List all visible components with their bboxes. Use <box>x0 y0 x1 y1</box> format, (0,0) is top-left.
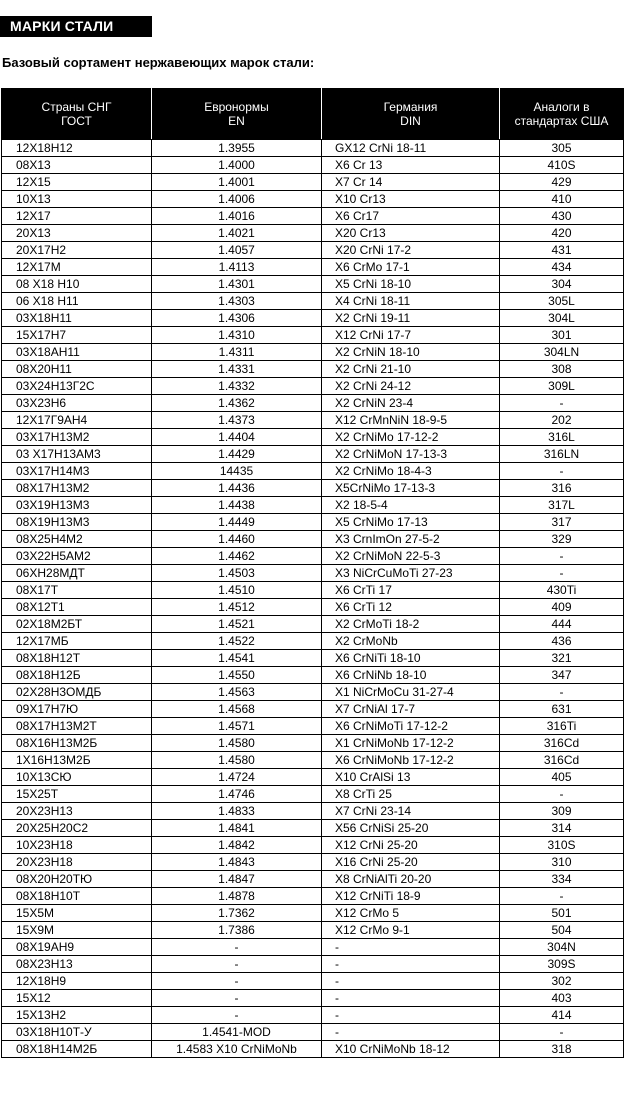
cell-usa: - <box>500 395 624 412</box>
table-row <box>2 565 624 582</box>
cell-din: - <box>322 956 500 973</box>
table-row <box>2 429 624 446</box>
cell-usa: 317 <box>500 514 624 531</box>
cell-gost: 08Х12Т1 <box>2 599 152 616</box>
cell-din: X12 CrNiTi 18-9 <box>322 888 500 905</box>
cell-gost: 12Х18Н12 <box>2 140 152 157</box>
table-row <box>2 616 624 633</box>
table-row <box>2 446 624 463</box>
cell-usa: 301 <box>500 327 624 344</box>
cell-gost: 12Х17Г9АН4 <box>2 412 152 429</box>
cell-gost: 10Х13 <box>2 191 152 208</box>
table-row <box>2 463 624 480</box>
cell-en: 1.4462 <box>152 548 322 565</box>
cell-en: 1.4512 <box>152 599 322 616</box>
cell-din: - <box>322 990 500 1007</box>
cell-usa: 504 <box>500 922 624 939</box>
cell-en: - <box>152 956 322 973</box>
table-row <box>2 259 624 276</box>
table-row <box>2 480 624 497</box>
cell-din: X4 CrNi 18-11 <box>322 293 500 310</box>
cell-din: X3 NiCrCuMoTi 27-23 <box>322 565 500 582</box>
cell-gost: 08Х18Н14М2Б <box>2 1041 152 1058</box>
cell-gost: 08Х20Н20ТЮ <box>2 871 152 888</box>
table-row <box>2 667 624 684</box>
cell-en: 1.7386 <box>152 922 322 939</box>
cell-din: X6 CrNiNb 18-10 <box>322 667 500 684</box>
cell-gost: 03Х22Н5АМ2 <box>2 548 152 565</box>
table-row <box>2 633 624 650</box>
cell-din: X1 CrNiMoNb 17-12-2 <box>322 735 500 752</box>
cell-gost: 12Х15 <box>2 174 152 191</box>
cell-en: 1.4847 <box>152 871 322 888</box>
cell-usa: 310 <box>500 854 624 871</box>
table-row <box>2 701 624 718</box>
table-row <box>2 752 624 769</box>
cell-usa: 430Ti <box>500 582 624 599</box>
cell-gost: 08Х16Н13М2Б <box>2 735 152 752</box>
cell-din: - <box>322 973 500 990</box>
cell-usa: 305L <box>500 293 624 310</box>
table-row <box>2 956 624 973</box>
table-row <box>2 769 624 786</box>
cell-en: 1.4550 <box>152 667 322 684</box>
cell-gost: 06 Х18 Н11 <box>2 293 152 310</box>
cell-gost: 12Х17МБ <box>2 633 152 650</box>
cell-din: X56 CrNiSi 25-20 <box>322 820 500 837</box>
cell-usa: 309L <box>500 378 624 395</box>
cell-gost: 10Х13СЮ <box>2 769 152 786</box>
cell-en: 1.4841 <box>152 820 322 837</box>
cell-en: 1.4021 <box>152 225 322 242</box>
cell-gost: 03Х23Н6 <box>2 395 152 412</box>
cell-usa: 309 <box>500 803 624 820</box>
steel-grades-table <box>1 88 624 1058</box>
cell-en: 1.4724 <box>152 769 322 786</box>
table-row <box>2 973 624 990</box>
cell-usa: - <box>500 548 624 565</box>
table-row <box>2 582 624 599</box>
cell-gost: 20Х25Н20С2 <box>2 820 152 837</box>
table-row <box>2 344 624 361</box>
cell-usa: 316Cd <box>500 735 624 752</box>
cell-en: 1.4833 <box>152 803 322 820</box>
cell-din: X5CrNiMo 17-13-3 <box>322 480 500 497</box>
cell-din: X7 Cr 14 <box>322 174 500 191</box>
table-row <box>2 378 624 395</box>
cell-en: - <box>152 973 322 990</box>
cell-gost: 08Х18Н10Т <box>2 888 152 905</box>
cell-gost: 09Х17Н7Ю <box>2 701 152 718</box>
cell-gost: 02Х28Н3ОМДБ <box>2 684 152 701</box>
header-gost-line1: Страны СНГ <box>41 100 112 114</box>
cell-din: X1 NiCrMoCu 31-27-4 <box>322 684 500 701</box>
cell-usa: - <box>500 888 624 905</box>
cell-din: X6 CrNiMoNb 17-12-2 <box>322 752 500 769</box>
cell-en: 1.4436 <box>152 480 322 497</box>
cell-en: 1.4510 <box>152 582 322 599</box>
cell-usa: 414 <box>500 1007 624 1024</box>
cell-gost: 08Х23Н13 <box>2 956 152 973</box>
cell-usa: 436 <box>500 633 624 650</box>
table-row <box>2 820 624 837</box>
cell-en: 1.4460 <box>152 531 322 548</box>
cell-usa: 403 <box>500 990 624 1007</box>
header-din <box>322 89 500 140</box>
cell-usa: 430 <box>500 208 624 225</box>
cell-din: X12 CrNi 25-20 <box>322 837 500 854</box>
cell-gost: 20Х23Н18 <box>2 854 152 871</box>
cell-din: GX12 CrNi 18-11 <box>322 140 500 157</box>
cell-din: X7 CrNi 23-14 <box>322 803 500 820</box>
cell-usa: 444 <box>500 616 624 633</box>
table-row <box>2 412 624 429</box>
cell-gost: 08Х25Н4М2 <box>2 531 152 548</box>
cell-din: X8 CrTi 25 <box>322 786 500 803</box>
table-row <box>2 514 624 531</box>
cell-usa: 410 <box>500 191 624 208</box>
table-row <box>2 327 624 344</box>
cell-en: 1.4006 <box>152 191 322 208</box>
table-row <box>2 531 624 548</box>
cell-gost: 1Х16Н13М2Б <box>2 752 152 769</box>
cell-gost: 06ХН28МДТ <box>2 565 152 582</box>
cell-en: 1.7362 <box>152 905 322 922</box>
cell-en: 1.4016 <box>152 208 322 225</box>
cell-din: X7 CrNiAl 17-7 <box>322 701 500 718</box>
cell-en: 1.4429 <box>152 446 322 463</box>
cell-gost: 08Х19Н13М3 <box>2 514 152 531</box>
page-subtitle: Базовый сортамент нержавеющих марок стали: <box>2 55 315 70</box>
cell-usa: 317L <box>500 497 624 514</box>
cell-gost: 08Х17Т <box>2 582 152 599</box>
cell-usa: 314 <box>500 820 624 837</box>
table-row <box>2 939 624 956</box>
cell-gost: 08Х13 <box>2 157 152 174</box>
cell-usa: 431 <box>500 242 624 259</box>
cell-din: X10 Cr13 <box>322 191 500 208</box>
cell-din: X2 CrNi 21-10 <box>322 361 500 378</box>
table-row <box>2 871 624 888</box>
cell-en: - <box>152 939 322 956</box>
table-row <box>2 242 624 259</box>
cell-en: 1.4362 <box>152 395 322 412</box>
header-en-line1: Евронормы <box>204 100 269 114</box>
cell-gost: 03Х17Н13М2 <box>2 429 152 446</box>
cell-en: 1.4113 <box>152 259 322 276</box>
cell-gost: 12Х17М <box>2 259 152 276</box>
page-title: МАРКИ СТАЛИ <box>0 16 152 37</box>
cell-usa: - <box>500 565 624 582</box>
cell-gost: 08Х20Н11 <box>2 361 152 378</box>
cell-din: X2 CrNiMo 18-4-3 <box>322 463 500 480</box>
table-row <box>2 888 624 905</box>
cell-usa: 305 <box>500 140 624 157</box>
cell-en: 1.4843 <box>152 854 322 871</box>
cell-usa: - <box>500 684 624 701</box>
cell-usa: 308 <box>500 361 624 378</box>
header-gost-line2: ГОСТ <box>61 114 92 128</box>
cell-usa: 318 <box>500 1041 624 1058</box>
cell-en: 1.4404 <box>152 429 322 446</box>
cell-en: 1.4438 <box>152 497 322 514</box>
cell-din: X6 CrTi 12 <box>322 599 500 616</box>
table-row <box>2 157 624 174</box>
cell-din: X6 CrNiTi 18-10 <box>322 650 500 667</box>
cell-din: - <box>322 939 500 956</box>
table-row <box>2 191 624 208</box>
table-row <box>2 208 624 225</box>
cell-din: X12 CrMnNiN 18-9-5 <box>322 412 500 429</box>
cell-en: 1.4503 <box>152 565 322 582</box>
cell-en: - <box>152 1007 322 1024</box>
cell-usa: 304 <box>500 276 624 293</box>
cell-en: 1.4057 <box>152 242 322 259</box>
cell-usa: 302 <box>500 973 624 990</box>
cell-usa: - <box>500 463 624 480</box>
cell-din: X12 CrNi 17-7 <box>322 327 500 344</box>
header-en-line2: EN <box>228 114 245 128</box>
cell-gost: 08Х18Н12Б <box>2 667 152 684</box>
cell-en: 1.4568 <box>152 701 322 718</box>
cell-gost: 15Х25Т <box>2 786 152 803</box>
cell-din: X2 CrMoNb <box>322 633 500 650</box>
cell-en: 1.4878 <box>152 888 322 905</box>
cell-usa: 334 <box>500 871 624 888</box>
cell-usa: 405 <box>500 769 624 786</box>
cell-en: 1.3955 <box>152 140 322 157</box>
cell-en: 1.4000 <box>152 157 322 174</box>
cell-usa: 321 <box>500 650 624 667</box>
cell-en: 1.4303 <box>152 293 322 310</box>
table-row <box>2 735 624 752</box>
cell-gost: 08Х19АН9 <box>2 939 152 956</box>
cell-usa: 631 <box>500 701 624 718</box>
cell-en: 1.4449 <box>152 514 322 531</box>
cell-en: 1.4331 <box>152 361 322 378</box>
cell-usa: 304N <box>500 939 624 956</box>
cell-gost: 03Х19Н13М3 <box>2 497 152 514</box>
cell-usa: 347 <box>500 667 624 684</box>
cell-usa: - <box>500 786 624 803</box>
cell-gost: 20Х17Н2 <box>2 242 152 259</box>
table-body <box>2 140 624 1058</box>
table-row <box>2 225 624 242</box>
cell-en: 1.4583 X10 CrNiMoNb <box>152 1041 322 1058</box>
cell-din: X6 CrNiMoTi 17-12-2 <box>322 718 500 735</box>
header-row <box>2 89 624 140</box>
cell-gost: 15Х13Н2 <box>2 1007 152 1024</box>
cell-en: 1.4541-MOD <box>152 1024 322 1041</box>
cell-usa: 409 <box>500 599 624 616</box>
cell-din: - <box>322 1024 500 1041</box>
cell-usa: 202 <box>500 412 624 429</box>
table-row <box>2 293 624 310</box>
table-row <box>2 599 624 616</box>
cell-usa: - <box>500 1024 624 1041</box>
cell-usa: 310S <box>500 837 624 854</box>
header-usa-line2: стандартах США <box>514 114 609 128</box>
table-row <box>2 650 624 667</box>
cell-din: X6 Cr 13 <box>322 157 500 174</box>
cell-en: 1.4521 <box>152 616 322 633</box>
cell-din: X8 CrNiAlTi 20-20 <box>322 871 500 888</box>
table-row <box>2 922 624 939</box>
cell-din: X2 CrMoTi 18-2 <box>322 616 500 633</box>
table-row <box>2 1041 624 1058</box>
table-row <box>2 803 624 820</box>
table-row <box>2 1024 624 1041</box>
cell-en: 1.4563 <box>152 684 322 701</box>
cell-gost: 03Х18Н11 <box>2 310 152 327</box>
cell-din: X12 CrMo 5 <box>322 905 500 922</box>
table-row <box>2 174 624 191</box>
cell-din: X6 CrMo 17-1 <box>322 259 500 276</box>
cell-gost: 15Х9М <box>2 922 152 939</box>
table-row <box>2 310 624 327</box>
table-row <box>2 718 624 735</box>
cell-en: 1.4306 <box>152 310 322 327</box>
table-row <box>2 786 624 803</box>
cell-usa: 316LN <box>500 446 624 463</box>
cell-gost: 15Х5М <box>2 905 152 922</box>
header-usa-line1: Аналоги в <box>533 100 590 114</box>
cell-din: X10 CrAlSi 13 <box>322 769 500 786</box>
cell-usa: 304L <box>500 310 624 327</box>
header-en <box>152 89 322 140</box>
cell-en: 1.4541 <box>152 650 322 667</box>
table-row <box>2 905 624 922</box>
cell-en: - <box>152 990 322 1007</box>
cell-en: 1.4580 <box>152 752 322 769</box>
table-row <box>2 497 624 514</box>
cell-gost: 03Х18Н10Т-У <box>2 1024 152 1041</box>
cell-gost: 08Х17Н13М2Т <box>2 718 152 735</box>
cell-din: X5 CrNiMo 17-13 <box>322 514 500 531</box>
cell-gost: 03 Х17Н13АМ3 <box>2 446 152 463</box>
cell-din: X20 Cr13 <box>322 225 500 242</box>
cell-usa: 309S <box>500 956 624 973</box>
cell-en: 1.4310 <box>152 327 322 344</box>
cell-en: 1.4001 <box>152 174 322 191</box>
table-row <box>2 990 624 1007</box>
cell-din: X2 CrNiMoN 22-5-3 <box>322 548 500 565</box>
cell-en: 1.4311 <box>152 344 322 361</box>
cell-en: 1.4842 <box>152 837 322 854</box>
cell-gost: 10Х23Н18 <box>2 837 152 854</box>
cell-gost: 20Х13 <box>2 225 152 242</box>
header-din-line1: Германия <box>383 100 438 114</box>
table-row <box>2 837 624 854</box>
cell-usa: 410S <box>500 157 624 174</box>
cell-usa: 501 <box>500 905 624 922</box>
cell-din: X2 CrNiMoN 17-13-3 <box>322 446 500 463</box>
cell-gost: 03Х24Н13Г2С <box>2 378 152 395</box>
cell-gost: 03Х17Н14М3 <box>2 463 152 480</box>
cell-din: X2 CrNiN 18-10 <box>322 344 500 361</box>
cell-en: 1.4373 <box>152 412 322 429</box>
cell-usa: 316 <box>500 480 624 497</box>
cell-din: X6 CrTi 17 <box>322 582 500 599</box>
cell-din: X12 CrMo 9-1 <box>322 922 500 939</box>
cell-usa: 434 <box>500 259 624 276</box>
cell-gost: 12Х18Н9 <box>2 973 152 990</box>
cell-din: X10 CrNiMoNb 18-12 <box>322 1041 500 1058</box>
cell-gost: 15Х17Н7 <box>2 327 152 344</box>
cell-usa: 420 <box>500 225 624 242</box>
header-din-line2: DIN <box>400 114 421 128</box>
cell-din: X5 CrNi 18-10 <box>322 276 500 293</box>
table-row <box>2 684 624 701</box>
cell-usa: 329 <box>500 531 624 548</box>
table-row <box>2 140 624 157</box>
cell-din: X3 CrnImOn 27-5-2 <box>322 531 500 548</box>
cell-din: X2 18-5-4 <box>322 497 500 514</box>
cell-din: X6 Cr17 <box>322 208 500 225</box>
cell-gost: 08 Х18 Н10 <box>2 276 152 293</box>
cell-din: X16 CrNi 25-20 <box>322 854 500 871</box>
table-row <box>2 548 624 565</box>
header-gost <box>2 89 152 140</box>
cell-usa: 429 <box>500 174 624 191</box>
cell-din: X2 CrNi 24-12 <box>322 378 500 395</box>
cell-en: 1.4301 <box>152 276 322 293</box>
cell-usa: 316Cd <box>500 752 624 769</box>
cell-en: 1.4746 <box>152 786 322 803</box>
cell-en: 1.4580 <box>152 735 322 752</box>
cell-din: X20 CrNi 17-2 <box>322 242 500 259</box>
cell-gost: 02Х18М2БТ <box>2 616 152 633</box>
table-row <box>2 395 624 412</box>
table-row <box>2 854 624 871</box>
cell-din: - <box>322 1007 500 1024</box>
cell-en: 1.4522 <box>152 633 322 650</box>
cell-usa: 304LN <box>500 344 624 361</box>
table-header <box>2 89 624 140</box>
table-row <box>2 361 624 378</box>
cell-din: X2 CrNi 19-11 <box>322 310 500 327</box>
cell-usa: 316Ti <box>500 718 624 735</box>
cell-din: X2 CrNiN 23-4 <box>322 395 500 412</box>
header-usa <box>500 89 624 140</box>
cell-en: 1.4332 <box>152 378 322 395</box>
table-row <box>2 1007 624 1024</box>
cell-din: X2 CrNiMo 17-12-2 <box>322 429 500 446</box>
cell-gost: 08Х18Н12Т <box>2 650 152 667</box>
cell-gost: 03Х18АН11 <box>2 344 152 361</box>
cell-gost: 15Х12 <box>2 990 152 1007</box>
cell-en: 1.4571 <box>152 718 322 735</box>
cell-gost: 20Х23Н13 <box>2 803 152 820</box>
cell-usa: 316L <box>500 429 624 446</box>
table-row <box>2 276 624 293</box>
cell-en: 14435 <box>152 463 322 480</box>
cell-gost: 12Х17 <box>2 208 152 225</box>
cell-gost: 08Х17Н13М2 <box>2 480 152 497</box>
